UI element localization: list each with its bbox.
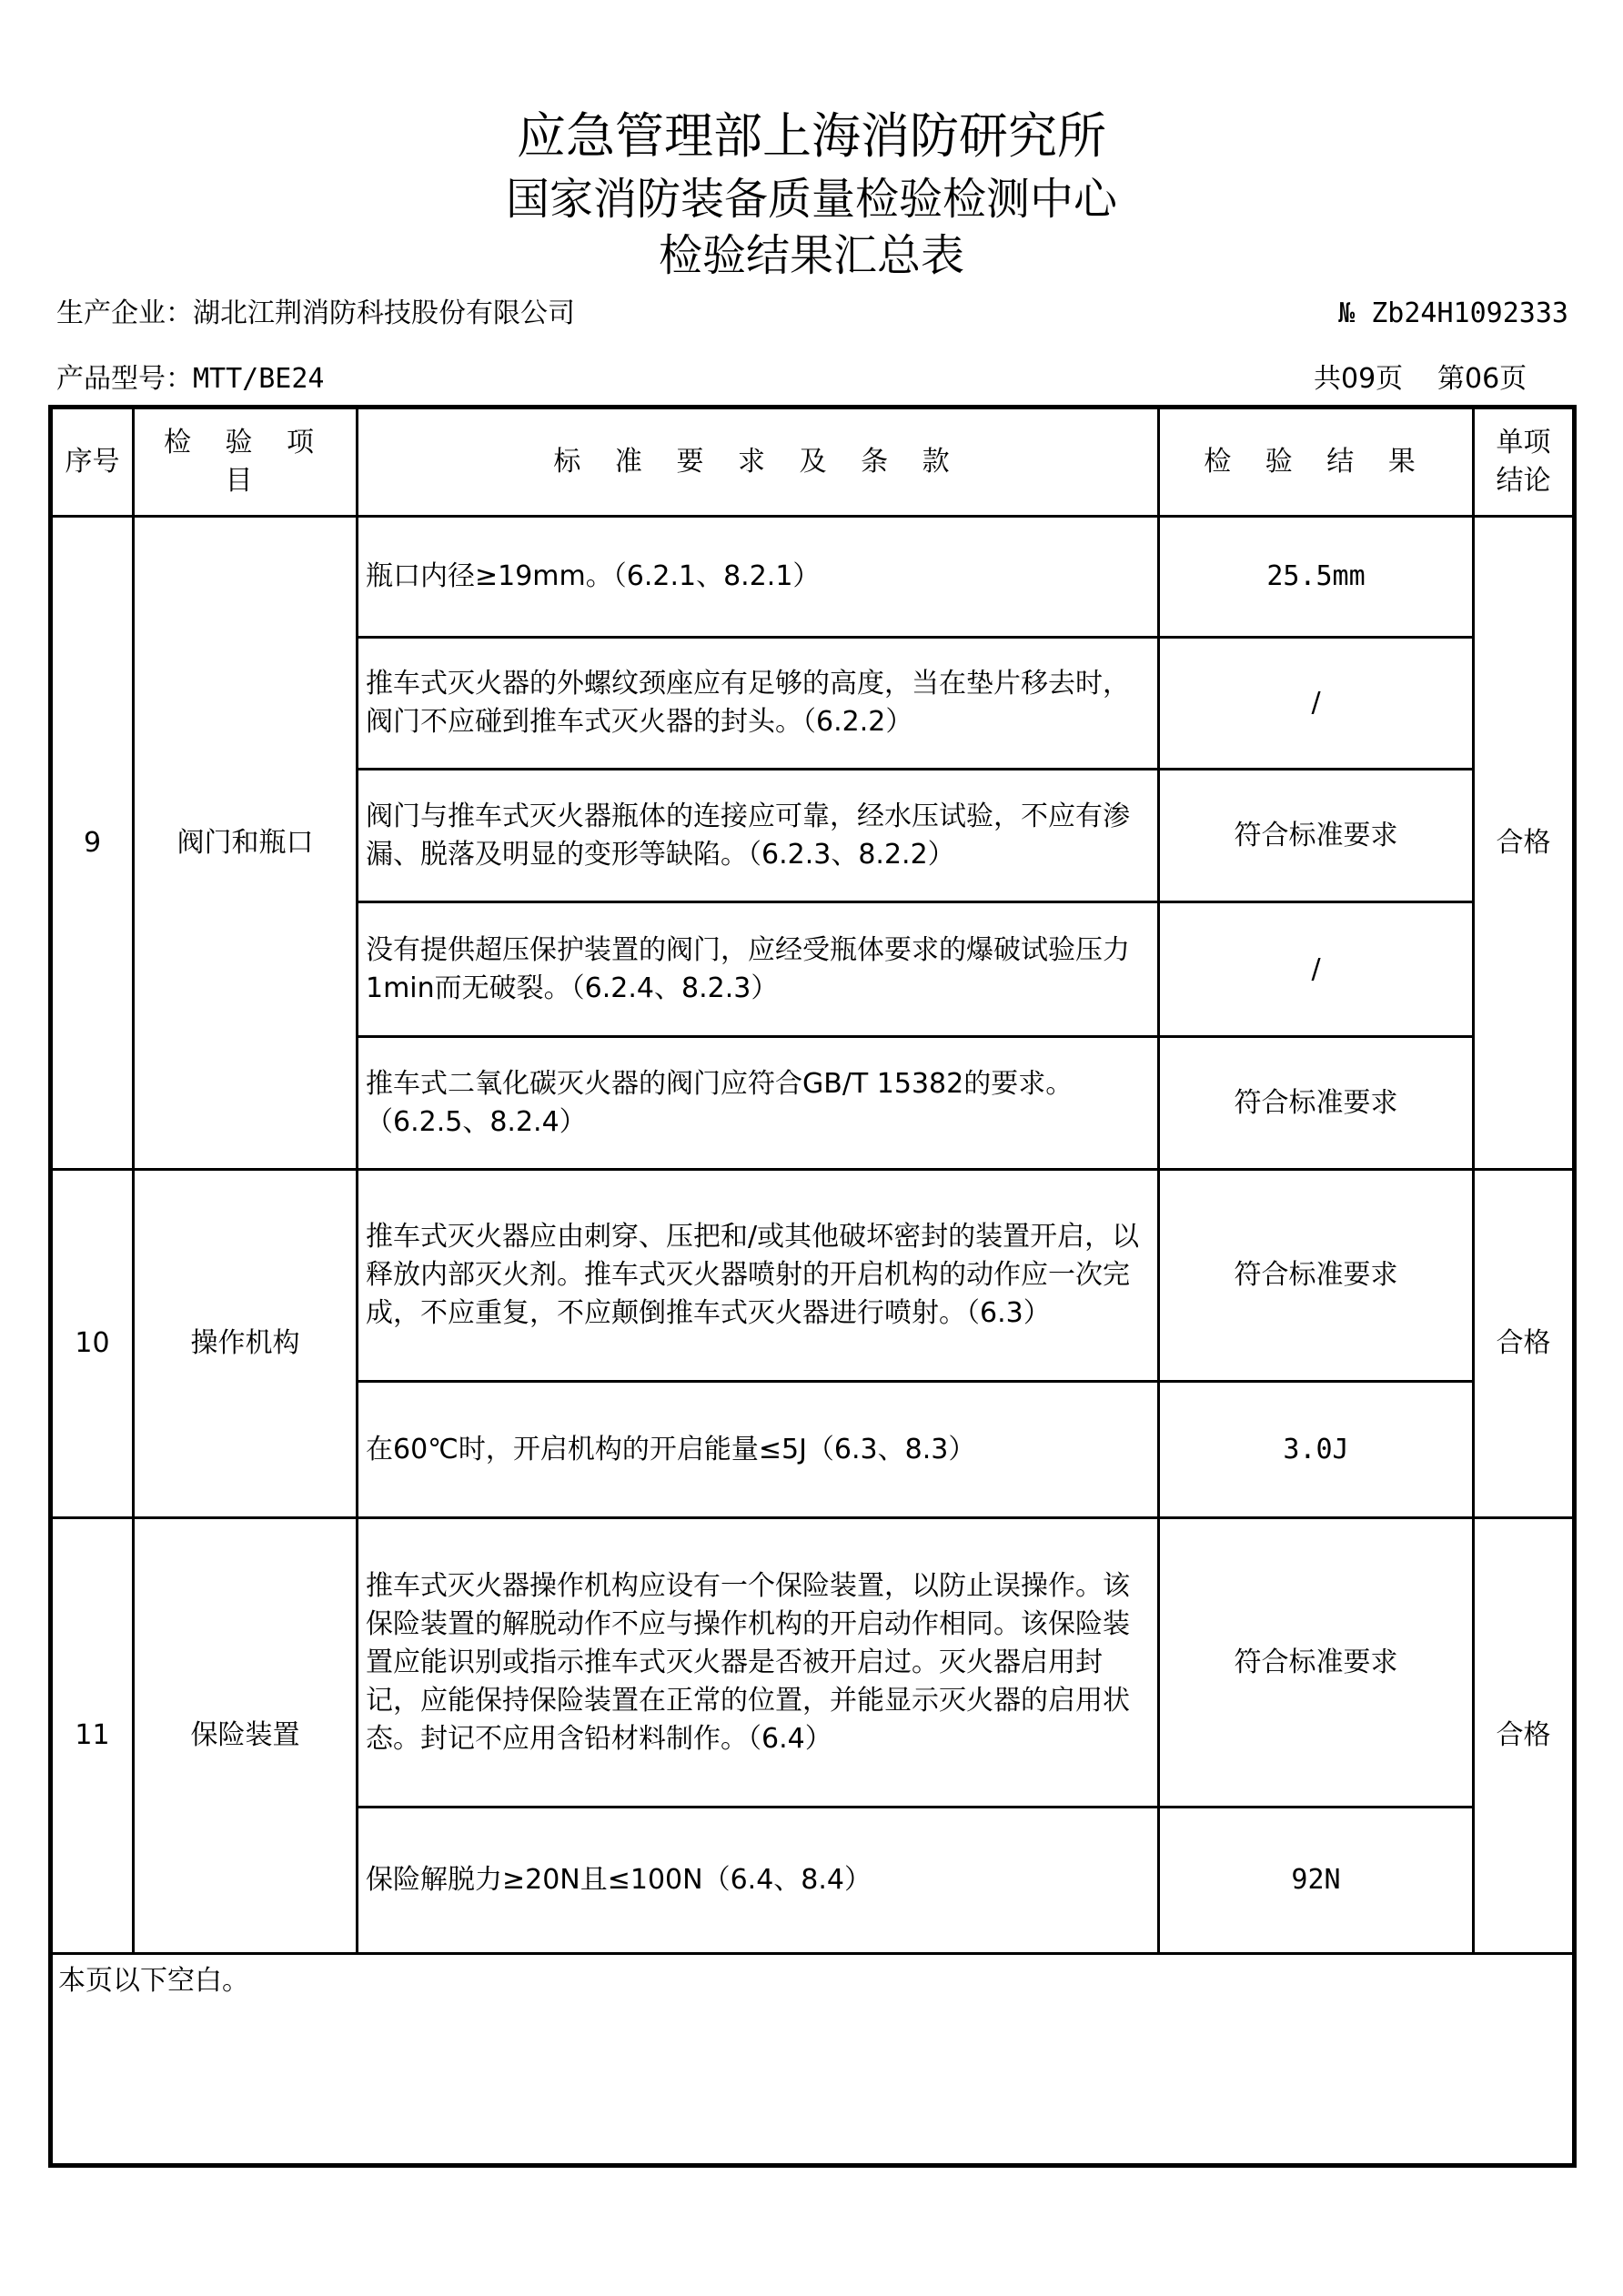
g9-r4-result: / [1311, 952, 1321, 985]
group-11-item: 保险装置 [190, 1719, 300, 1751]
g9-r5-result: 符合标准要求 [1234, 1086, 1398, 1119]
model-value: MTT/BE24 [193, 363, 325, 395]
g11-r1-result: 符合标准要求 [1234, 1646, 1398, 1678]
g9-r2-requirement: 推车式灭火器的外螺纹颈座应有足够的高度，当在垫片移去时，阀门不应碰到推车式灭火器的封头。（6.2.2） [366, 668, 1130, 738]
document-title: 检验结果汇总表 [658, 230, 964, 281]
col-header-no: 序号 [65, 446, 120, 478]
current-page: 第06页 [1437, 363, 1527, 395]
g9-r3-requirement: 阀门与推车式灭火器瓶体的连接应可靠，经水压试验，不应有渗漏、脱落及明显的变形等缺陷。（6.2.3、8.2.2） [366, 800, 1130, 871]
g10-r1-result: 符合标准要求 [1234, 1259, 1398, 1291]
col-header-conclusion-line2: 结论 [1496, 465, 1551, 497]
report-table [48, 405, 1577, 2168]
col-header-result: 检 验 结 果 [1204, 446, 1428, 478]
col-header-item: 检 验 项 目 [163, 427, 328, 497]
col-header-conclusion-line1: 单项 [1496, 427, 1551, 458]
institute-title: 应急管理部上海消防研究所 [517, 107, 1106, 165]
g11-r1-requirement: 推车式灭火器操作机构应设有一个保险装置，以防止误操作。该保险装置的解脱动作不应与操作机构的开启动作相同。该保险装置应能识别或指示推车式灭火器是否被开启过。灭火器启用封记，应能保持保险装置在正常的位置，并能显示灭火器的启用状态。封记不应用含铅材料制作。（6.4） [366, 1569, 1130, 1755]
model-line [56, 363, 325, 396]
model-label: 产品型号： [56, 363, 193, 395]
g11-r2-result: 92N [1291, 1864, 1341, 1896]
group-9-conclusion: 合格 [1496, 826, 1551, 859]
g9-r2-result: / [1311, 687, 1321, 719]
col-header-requirement: 标 准 要 求 及 条 款 [553, 446, 963, 478]
g9-r1-requirement: 瓶口内径≥19mm。（6.2.1、8.2.1） [366, 560, 821, 592]
group-10-item: 操作机构 [190, 1327, 300, 1359]
manufacturer-value: 湖北江荆消防科技股份有限公司 [193, 297, 575, 329]
g10-r2-result: 3.0J [1283, 1433, 1349, 1465]
center-title: 国家消防装备质量检验检测中心 [505, 174, 1117, 225]
group-9-number: 9 [83, 826, 102, 859]
group-11-number: 11 [75, 1719, 110, 1751]
manufacturer-line [56, 297, 575, 330]
report-number: № Zb24H1092333 [1338, 297, 1568, 329]
g10-r1-requirement: 推车式灭火器应由刺穿、压把和/或其他破坏密封的装置开启，以释放内部灭火剂。推车式灭火器喷射的开启机构的动作应一次完成，不应重复，不应颠倒推车式灭火器进行喷射。（6.3） [366, 1221, 1140, 1329]
g9-r5-requirement: 推车式二氧化碳灭火器的阀门应符合GB/T 15382的要求。（6.2.5、8.2.4） [366, 1067, 1074, 1138]
g9-r4-requirement: 没有提供超压保护装置的阀门，应经受瓶体要求的爆破试验压力1min而无破裂。（6.2.4、8.2.3） [366, 933, 1130, 1004]
group-11-conclusion: 合格 [1496, 1719, 1551, 1751]
g10-r2-requirement: 在60℃时，开启机构的开启能量≤5J（6.3、8.3） [366, 1433, 976, 1465]
g9-r3-result: 符合标准要求 [1234, 819, 1398, 851]
blank-below-note: 本页以下空白。 [58, 1965, 249, 1997]
col-header-conclusion [1475, 409, 1572, 515]
group-9-item: 阀门和瓶口 [176, 826, 314, 859]
total-pages: 共09页 [1314, 363, 1404, 395]
group-10-conclusion: 合格 [1496, 1327, 1551, 1359]
manufacturer-label: 生产企业： [56, 297, 193, 329]
group-10-number: 10 [75, 1327, 110, 1359]
g9-r1-result: 25.5mm [1266, 560, 1366, 592]
g11-r2-requirement: 保险解脱力≥20N且≤100N（6.4、8.4） [366, 1864, 872, 1896]
